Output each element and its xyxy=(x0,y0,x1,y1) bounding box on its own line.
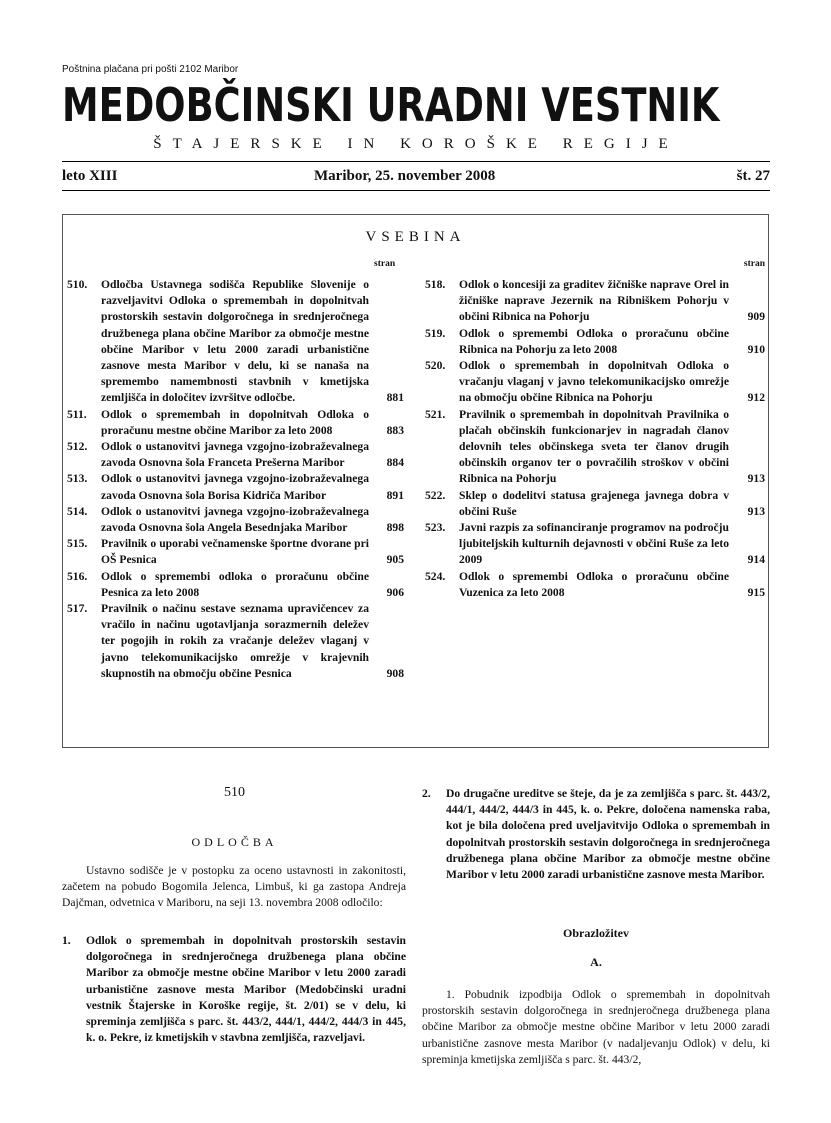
decision-item-1 xyxy=(62,933,406,1046)
toc-entry-page: 898 xyxy=(386,521,404,535)
toc-entry-page: 913 xyxy=(747,504,765,518)
toc-entry xyxy=(67,439,404,471)
toc-column-left xyxy=(67,277,404,682)
toc-entry-page: 883 xyxy=(386,423,404,437)
item-text: Odlok o spremembah in dopolnitvah prostorskih sestavin dolgoročnega in srednjeročnega družbenega plana občine Maribor za območje mestne občine Maribor v letu 2000 zaradi urbanistične zasnove mesta Maribor (Medobčinski uradni vestnik Štajerske in Koroške regije, št. 2/01) se v delu, ki spreminja zemljišča s parc. št. 443/2, 444/1, 444/2, 444/3 in 445, k. o. Pekre, iz kmetijskih v stavbna zemljišča, razveljavi. xyxy=(86,934,406,1045)
toc-entry-number: 510. xyxy=(67,278,88,291)
toc-entry-number: 524. xyxy=(425,569,446,583)
issue-place-date: Maribor, 25. november 2008 xyxy=(314,168,496,184)
issue-number: št. 27 xyxy=(736,168,770,184)
header-rule-top xyxy=(62,161,770,162)
header-rule-bottom xyxy=(62,190,770,191)
toc-entry-number: 518. xyxy=(425,278,446,291)
toc-entry-number: 523. xyxy=(425,521,446,535)
table-of-contents xyxy=(62,214,769,748)
toc-entry-title: Odlok o spremembi Odloka o proračunu občine Vuzenica za leto 2008 xyxy=(459,569,729,599)
postage-note: Poštnina plačana pri pošti 2102 Maribor xyxy=(62,64,239,75)
toc-entry xyxy=(67,569,404,601)
toc-entry-number: 514. xyxy=(67,504,88,518)
toc-column-right xyxy=(425,277,765,601)
toc-entry-title: Odlok o ustanovitvi javnega vzgojno-izobraževalnega zavoda Osnovna šola Franceta Prešerna Maribor xyxy=(101,440,369,470)
toc-entry xyxy=(67,504,404,536)
article-intro: Ustavno sodišče je v postopku za oceno ustavnosti in zakonitosti, začetem na pobudo Bogomila Jelenca, Limbuš, ki ga zastopa Andreja Dajčman, odvetnica v Mariboru, na seji 13. novembra 2008 odločilo: xyxy=(62,864,406,910)
item-number: 1. xyxy=(62,934,71,947)
toc-entry-number: 511. xyxy=(67,407,87,421)
toc-entry-title: Odlok o koncesiji za graditev žičniške naprave Orel in žičniške naprave Jezernik na Ribniškem Pohorju v občini Ribnica na Pohorju xyxy=(459,278,729,324)
toc-entry-title: Odlok o spremembah in dopolnitvah Odloka o vračanju vlaganj v javno telekomunikacijsko omrežje na območju občine Ribnica na Pohorju xyxy=(459,359,729,405)
toc-title: VSEBINA xyxy=(365,229,466,245)
toc-entry xyxy=(425,277,765,326)
issue-year: leto XIII xyxy=(62,168,118,184)
section-heading: A. xyxy=(590,955,602,969)
toc-entry-number: 521. xyxy=(425,407,446,421)
article-number: 510 xyxy=(224,785,245,800)
toc-entry xyxy=(425,488,765,520)
toc-entry-page: 891 xyxy=(386,488,404,502)
toc-entry-title: Pravilnik o načinu sestave seznama upravičencev za vračilo in načinu ugotavljanja sorazmernih deležev ter pogojih in rokih za vračanje deležev vlaganj v javno telekomunikacijsko omrežje v krajevnih skupnostih na območju občine Pesnica xyxy=(101,602,369,680)
toc-page-header-left: stran xyxy=(374,259,396,269)
toc-entry-title: Odločba Ustavnega sodišča Republike Slovenije o razveljavitvi Odloka o spremembah in dopolnitvah prostorskih sestavin dolgoročnega in srednjeročnega družbenega plana občine Maribor za območje mestne občine Maribor v letu 2000 zaradi urbanistične zasnove mesta Maribor v delu, ki se nanaša na spremembo namembnosti stavbnih v kmetijska zemljišča in določitev izvršitve odločbe. xyxy=(101,278,369,405)
toc-entry-title: Odlok o spremembi Odloka o proračunu občine Ribnica na Pohorju za leto 2008 xyxy=(459,326,729,356)
article-heading: ODLOČBA xyxy=(191,835,278,849)
toc-entry-page: 912 xyxy=(747,391,765,405)
decision-item-2 xyxy=(422,786,770,883)
toc-entry-number: 516. xyxy=(67,569,88,583)
toc-entry-number: 512. xyxy=(67,440,88,454)
toc-entry-title: Javni razpis za sofinanciranje programov na področju ljubiteljskih kulturnih dejavnosti v občini Ruše za leto 2009 xyxy=(459,521,729,567)
toc-entry-page: 881 xyxy=(386,391,404,405)
toc-entry xyxy=(425,569,765,601)
toc-entry-page: 910 xyxy=(747,342,765,356)
toc-entry-title: Pravilnik o spremembah in dopolnitvah Pravilnika o plačah občinskih funkcionarjev in nagradah članov delovnih teles občinskega sveta ter članov drugih občinskih organov ter o povračilih stroškov v občini Ribnica na Pohorju xyxy=(459,407,729,486)
toc-entry-number: 517. xyxy=(67,602,88,616)
toc-entry-number: 515. xyxy=(67,537,88,551)
toc-entry-title: Odlok o spremembah in dopolnitvah Odloka o proračunu mestne občine Maribor za leto 2008 xyxy=(101,407,369,437)
toc-entry-number: 522. xyxy=(425,488,446,502)
item-number: 2. xyxy=(422,787,431,800)
toc-entry-page: 913 xyxy=(747,472,765,486)
publication-subtitle: ŠTAJERSKE IN KOROŠKE REGIJE xyxy=(153,136,679,152)
item-text: Do drugačne ureditve se šteje, da je za zemljišča s parc. št. 443/2, 444/1, 444/2, 444/3 in 445, k. o. Pekre, določena namenska raba, kot je bila določena pred uveljavitvijo Odloka o spremembah in dopolnitvah prostorskih sestavin dolgoročnega in srednjeročnega družbenega plana občine Maribor za območje mestne občine Maribor v letu 2000 zaradi urbanistične zasnove mesta Maribor. xyxy=(446,787,770,882)
toc-entry-page: 905 xyxy=(386,553,404,567)
toc-entry xyxy=(67,601,404,682)
toc-entry-title: Odlok o spremembi odloka o proračunu občine Pesnica za leto 2008 xyxy=(101,569,369,599)
toc-entry xyxy=(67,277,404,407)
reasoning-heading: Obrazložitev xyxy=(563,926,629,940)
toc-entry-page: 909 xyxy=(747,310,765,324)
toc-entry-title: Odlok o ustanovitvi javnega vzgojno-izobraževalnega zavoda Osnovna šola Angela Besednjaka Maribor xyxy=(101,504,369,535)
toc-entry-title: Pravilnik o uporabi večnamenske športne dvorane pri OŠ Pesnica xyxy=(101,537,369,567)
toc-page-header-right: stran xyxy=(743,259,765,269)
toc-entry xyxy=(425,326,765,358)
toc-entry-number: 520. xyxy=(425,359,446,373)
toc-entry-title: Odlok o ustanovitvi javnega vzgojno-izobraževalnega zavoda Osnovna šola Borisa Kidriča Maribor xyxy=(101,472,369,502)
toc-entry-page: 884 xyxy=(386,456,404,470)
reasoning-paragraph: 1. Pobudnik izpodbija Odlok o spremembah in dopolnitvah prostorskih sestavin dolgoročnega in srednjeročnega družbenega plana občine Maribor za območje mestne občine Maribor v letu 2000 zaradi urbanistične zasnove mesta Maribor (v nadaljevanju Odlok) v delu, ki spreminja kmetijska zemljišča s parc. št. 443/2, xyxy=(422,988,770,1066)
toc-entry-number: 519. xyxy=(425,326,446,340)
publication-title: MEDOBČINSKI URADNI VESTNIK xyxy=(62,78,720,132)
toc-entry-page: 915 xyxy=(747,585,765,599)
toc-entry-page: 906 xyxy=(386,585,404,599)
toc-entry xyxy=(425,520,765,569)
toc-entry xyxy=(67,407,404,439)
toc-entry xyxy=(425,407,765,488)
toc-entry xyxy=(67,536,404,568)
toc-entry-title: Sklep o dodelitvi statusa grajenega javnega dobra v občini Ruše xyxy=(459,488,729,518)
toc-entry xyxy=(425,358,765,407)
toc-entry-page: 908 xyxy=(386,666,404,680)
toc-entry xyxy=(67,471,404,503)
toc-entry-page: 914 xyxy=(747,553,765,567)
toc-entry-number: 513. xyxy=(67,472,88,486)
